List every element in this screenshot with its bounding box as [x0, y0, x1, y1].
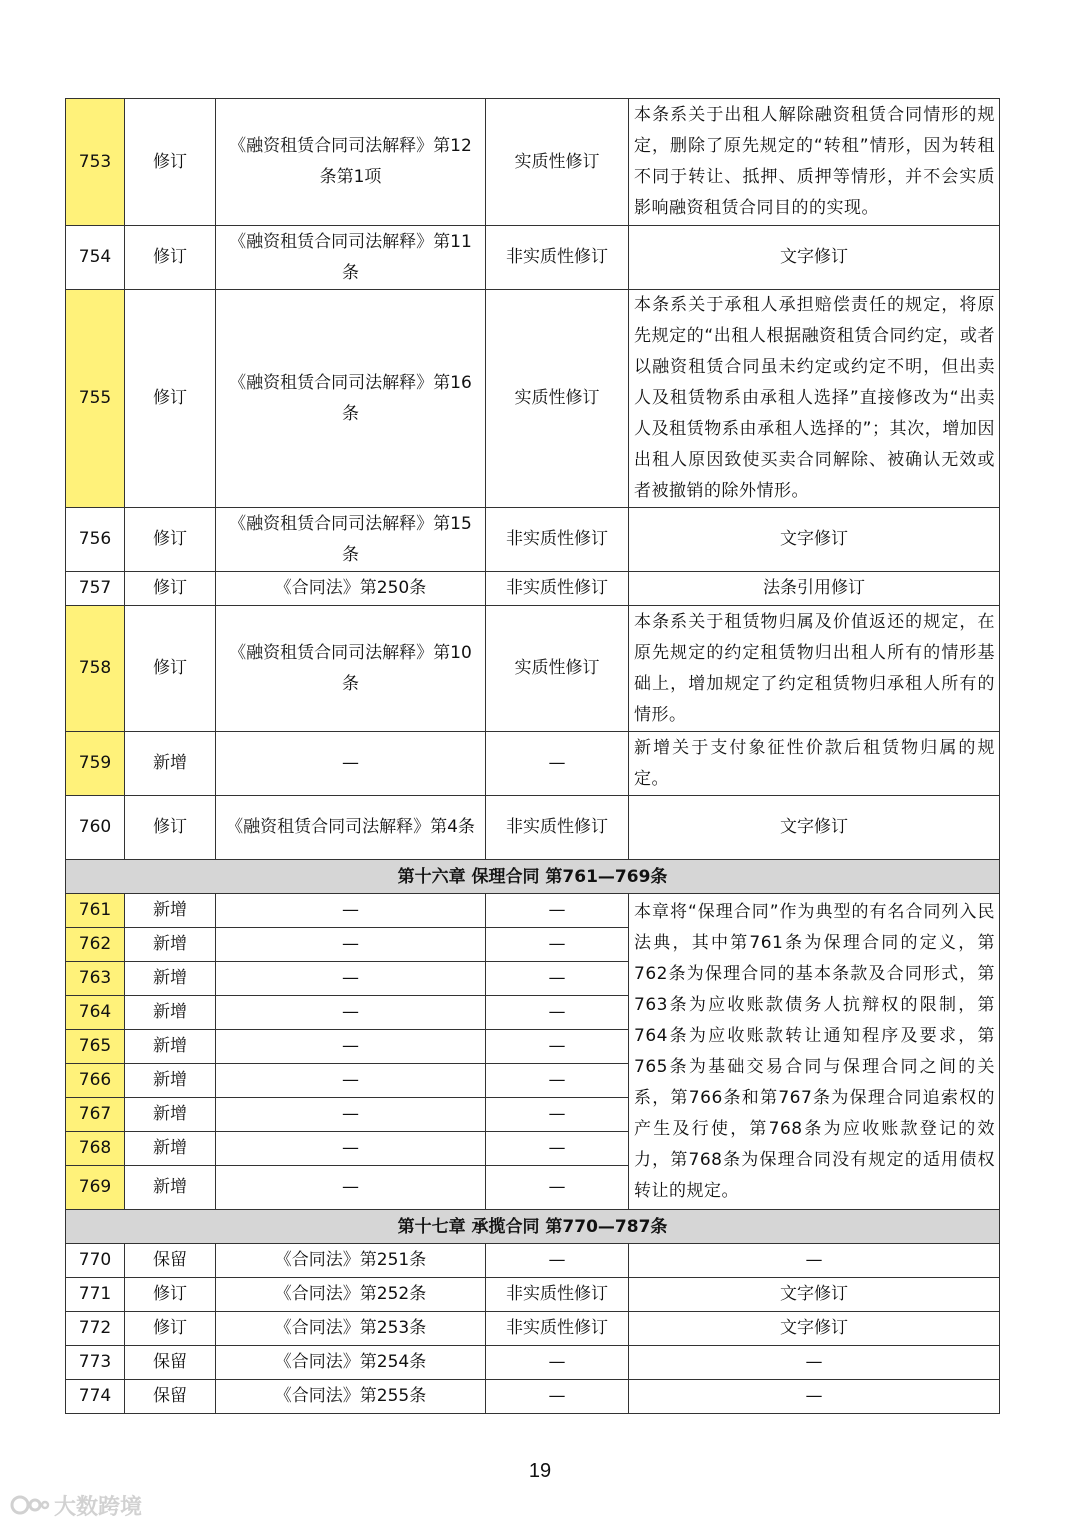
table-row: [66, 1380, 1000, 1414]
change-type: 新增: [125, 1132, 216, 1166]
revision-nature: —: [486, 996, 629, 1030]
change-type: 修订: [125, 606, 216, 732]
table-row: [66, 1278, 1000, 1312]
revision-nature: —: [486, 1132, 629, 1166]
source-provision: 《合同法》第250条: [216, 572, 486, 606]
change-type: 新增: [125, 1098, 216, 1132]
article-number: 771: [66, 1278, 125, 1312]
revision-note: 文字修订: [629, 796, 1000, 860]
revision-note: —: [629, 1380, 1000, 1414]
revision-nature: —: [486, 1098, 629, 1132]
page-number: 19: [528, 1460, 552, 1482]
revision-nature: 非实质性修订: [486, 1312, 629, 1346]
chapter-title: 第十七章 承揽合同 第770—787条: [66, 1210, 1000, 1244]
table-row: [66, 732, 1000, 796]
revision-nature: 非实质性修订: [486, 1278, 629, 1312]
source-provision: —: [216, 996, 486, 1030]
change-type: 新增: [125, 1166, 216, 1210]
source-provision: —: [216, 894, 486, 928]
change-type: 新增: [125, 732, 216, 796]
article-number: 763: [66, 962, 125, 996]
article-number: 772: [66, 1312, 125, 1346]
source-provision: 《融资租赁合同司法解释》第4条: [216, 796, 486, 860]
article-number: 758: [66, 606, 125, 732]
article-number: 766: [66, 1064, 125, 1098]
watermark: [10, 1490, 142, 1520]
article-number: 754: [66, 226, 125, 290]
revision-nature: —: [486, 1244, 629, 1278]
table-row: [66, 1312, 1000, 1346]
article-number: 769: [66, 1166, 125, 1210]
change-type: 修订: [125, 99, 216, 226]
change-type: 保留: [125, 1346, 216, 1380]
source-provision: 《合同法》第255条: [216, 1380, 486, 1414]
change-type: 修订: [125, 508, 216, 572]
table-row: [66, 572, 1000, 606]
source-provision: 《融资租赁合同司法解释》第10条: [216, 606, 486, 732]
watermark-text: 大数跨境: [54, 1494, 143, 1520]
revision-note: 文字修订: [629, 508, 1000, 572]
table-row: [66, 796, 1000, 860]
change-type: 保留: [125, 1380, 216, 1414]
revision-note: 文字修订: [629, 1312, 1000, 1346]
change-type: 修订: [125, 226, 216, 290]
revision-note: 法条引用修订: [629, 572, 1000, 606]
revision-nature: —: [486, 1380, 629, 1414]
revision-nature: 非实质性修订: [486, 508, 629, 572]
revision-note: —: [629, 1346, 1000, 1380]
table-row: [66, 290, 1000, 508]
source-provision: 《融资租赁合同司法解释》第12条第1项: [216, 99, 486, 226]
revision-nature: 实质性修订: [486, 606, 629, 732]
table-row: [66, 99, 1000, 226]
article-number: 757: [66, 572, 125, 606]
table-row: [66, 606, 1000, 732]
article-number: 761: [66, 894, 125, 928]
revision-nature: —: [486, 1346, 629, 1380]
change-type: 新增: [125, 1030, 216, 1064]
article-number: 756: [66, 508, 125, 572]
source-provision: 《合同法》第251条: [216, 1244, 486, 1278]
revision-nature: —: [486, 1064, 629, 1098]
revision-note: 新增关于支付象征性价款后租赁物归属的规定。: [629, 732, 1000, 796]
source-provision: 《合同法》第254条: [216, 1346, 486, 1380]
article-number: 759: [66, 732, 125, 796]
source-provision: —: [216, 1166, 486, 1210]
article-number: 770: [66, 1244, 125, 1278]
chapter-title: 第十六章 保理合同 第761—769条: [66, 860, 1000, 894]
revision-nature: 非实质性修订: [486, 796, 629, 860]
article-number: 764: [66, 996, 125, 1030]
source-provision: —: [216, 732, 486, 796]
chapter-note: 本章将“保理合同”作为典型的有名合同列入民法典，其中第761条为保理合同的定义，第762条为保理合同的基本条款及合同形式，第763条为应收账款债务人抗辩权的限制，第764条为应收账款转让通知程序及要求，第765条为基础交易合同与保理合同之间的关系，第766条和第767条为保理合同追索权的产生及行使，第768条为应收账款登记的效力，第768条为保理合同没有规定的适用债权转让的规定。: [629, 894, 1000, 1210]
table-row: [66, 1244, 1000, 1278]
article-number: 765: [66, 1030, 125, 1064]
change-type: 新增: [125, 996, 216, 1030]
source-provision: —: [216, 1030, 486, 1064]
change-type: 修订: [125, 796, 216, 860]
source-provision: 《合同法》第253条: [216, 1312, 486, 1346]
source-provision: —: [216, 962, 486, 996]
change-type: 修订: [125, 290, 216, 508]
revision-nature: —: [486, 962, 629, 996]
revision-note: —: [629, 1244, 1000, 1278]
change-type: 新增: [125, 928, 216, 962]
revision-note: 本条系关于承租人承担赔偿责任的规定，将原先规定的“出租人根据融资租赁合同约定，或者以融资租赁合同虽未约定或约定不明，但出卖人及租赁物系由承租人选择”直接修改为“出卖人及租赁物系由承租人选择的”；其次，增加因出租人原因致使买卖合同解除、被确认无效或者被撤销的除外情形。: [629, 290, 1000, 508]
change-type: 新增: [125, 962, 216, 996]
change-type: 修订: [125, 1278, 216, 1312]
revision-note: 本条系关于租赁物归属及价值返还的规定，在原先规定的约定租赁物归出租人所有的情形基础上，增加规定了约定租赁物归承租人所有的情形。: [629, 606, 1000, 732]
revision-nature: 非实质性修订: [486, 226, 629, 290]
article-number: 753: [66, 99, 125, 226]
change-type: 保留: [125, 1244, 216, 1278]
source-provision: —: [216, 1064, 486, 1098]
article-number: 760: [66, 796, 125, 860]
revision-nature: —: [486, 1030, 629, 1064]
revision-nature: 实质性修订: [486, 99, 629, 226]
table-row: [66, 894, 1000, 928]
source-provision: 《合同法》第252条: [216, 1278, 486, 1312]
article-number: 768: [66, 1132, 125, 1166]
revision-note: 文字修订: [629, 1278, 1000, 1312]
change-type: 新增: [125, 1064, 216, 1098]
article-number: 762: [66, 928, 125, 962]
revision-nature: 实质性修订: [486, 290, 629, 508]
table-row: [66, 1346, 1000, 1380]
change-type: 修订: [125, 572, 216, 606]
revision-nature: —: [486, 928, 629, 962]
article-number: 773: [66, 1346, 125, 1380]
source-provision: 《融资租赁合同司法解释》第16条: [216, 290, 486, 508]
article-number: 774: [66, 1380, 125, 1414]
revision-nature: 非实质性修订: [486, 572, 629, 606]
revision-nature: —: [486, 1166, 629, 1210]
watermark-logo-icon: [10, 1492, 50, 1518]
revision-note: 本条系关于出租人解除融资租赁合同情形的规定，删除了原先规定的“转租”情形，因为转租不同于转让、抵押、质押等情形，并不会实质影响融资租赁合同目的的实现。: [629, 99, 1000, 226]
table-row: [66, 226, 1000, 290]
source-provision: —: [216, 928, 486, 962]
change-type: 新增: [125, 894, 216, 928]
revision-nature: —: [486, 894, 629, 928]
source-provision: 《融资租赁合同司法解释》第15条: [216, 508, 486, 572]
change-type: 修订: [125, 1312, 216, 1346]
source-provision: —: [216, 1132, 486, 1166]
chapter-header: [66, 860, 1000, 894]
source-provision: —: [216, 1098, 486, 1132]
source-provision: 《融资租赁合同司法解释》第11条: [216, 226, 486, 290]
article-number: 767: [66, 1098, 125, 1132]
chapter-header: [66, 1210, 1000, 1244]
article-table: [65, 98, 1000, 1414]
article-number: 755: [66, 290, 125, 508]
revision-nature: —: [486, 732, 629, 796]
revision-note: 文字修订: [629, 226, 1000, 290]
table-row: [66, 508, 1000, 572]
